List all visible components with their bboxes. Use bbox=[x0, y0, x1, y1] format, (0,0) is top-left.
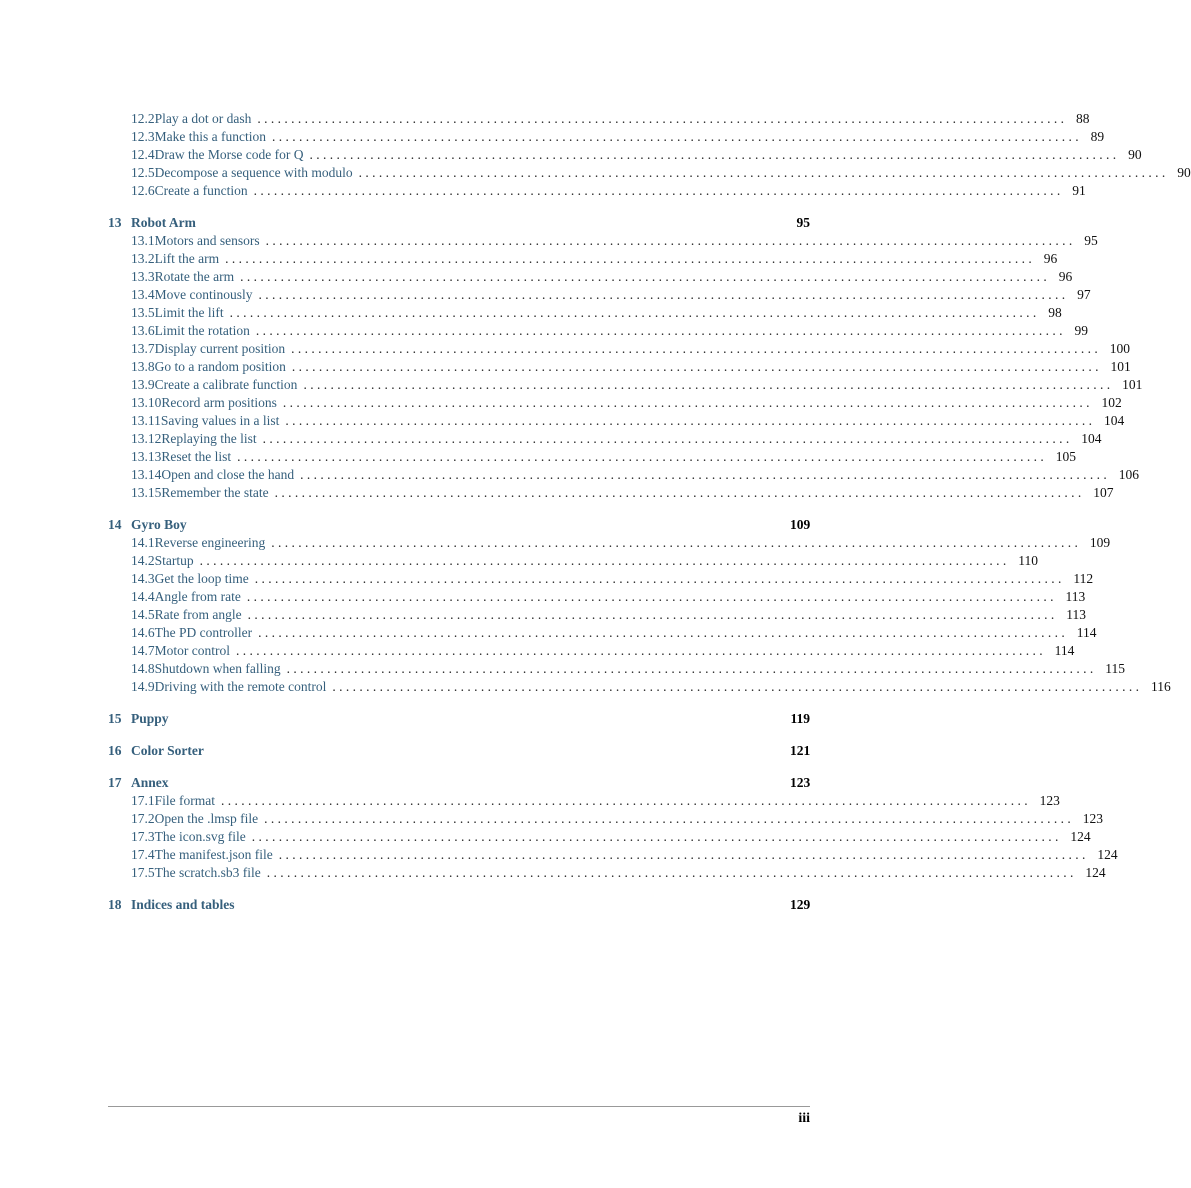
toc-entry-number: 14.8 bbox=[131, 661, 155, 676]
toc-entry-title: Move continously bbox=[154, 287, 253, 302]
dot-leader: . . . . . . . . . . . . . . . . . . . . . . . . . . . . . . . . . . . . . . . . . . . . . . . . . . . . . . . . . . . . . . . . . . . . . . . . . . . . . . . . . . . . . . . . . . . . . . . . . . . . . . . . . . . . . . . . . . . . . . . . bbox=[262, 431, 1070, 446]
toc-section-link[interactable] bbox=[108, 146, 1142, 164]
toc-entry-page: 121 bbox=[790, 743, 811, 758]
toc-section-link[interactable] bbox=[108, 792, 1060, 810]
dot-leader: . . . . . . . . . . . . . . . . . . . . . . . . . . . . . . . . . . . . . . . . . . . . . . . . . . . . . . . . . . . . . . . . . . . . . . . . . . . . . . . . . . . . . . . . . . . . . . . . . . . . . . . . . . . . . . . . . . . . . . . . bbox=[255, 323, 1063, 338]
toc-entry-page: 115 bbox=[1105, 661, 1125, 676]
toc-entry-number: 14 bbox=[108, 517, 122, 532]
toc-entry-title: Reset the list bbox=[161, 449, 232, 464]
toc-entry-number: 13.8 bbox=[131, 359, 155, 374]
toc-entry-title: Motors and sensors bbox=[154, 233, 260, 248]
toc-entry-page: 123 bbox=[1039, 793, 1060, 808]
toc-entry-page: 89 bbox=[1090, 129, 1105, 144]
dot-leader: . . . . . . . . . . . . . . . . . . . . . . . . . . . . . . . . . . . . . . . . . . . . . . . . . . . . . . . . . . . . . . . . . . . . . . . . . . . . . . . . . . . . . . . . . . . . . . . . . . . . . . . . . . . . . . . . . . . . . . . . bbox=[332, 679, 1139, 694]
toc-entry-page: 95 bbox=[1084, 233, 1098, 248]
toc-section-link[interactable] bbox=[108, 448, 1076, 466]
dot-leader: . . . . . . . . . . . . . . . . . . . . . . . . . . . . . . . . . . . . . . . . . . . . . . . . . . . . . . . . . . . . . . . . . . . . . . . . . . . . . . . . . . . . . . . . . . . . . . . . . . . . . . . . . . . . . . . . . . . . . . . . bbox=[286, 661, 1094, 676]
toc-entry-number: 12.2 bbox=[131, 111, 155, 126]
toc-entry-number: 14.3 bbox=[131, 571, 155, 586]
toc-entry-title: Driving with the remote control bbox=[154, 679, 327, 694]
toc-entry-title: Record arm positions bbox=[161, 395, 277, 410]
toc-entry-title: Decompose a sequence with modulo bbox=[154, 165, 353, 180]
toc-entry-title: Create a calibrate function bbox=[154, 377, 298, 392]
toc-entry-page: 101 bbox=[1122, 377, 1143, 392]
toc-entry-title: Color Sorter bbox=[131, 743, 204, 758]
toc-entry-title: Display current position bbox=[154, 341, 286, 356]
toc-entry-page: 124 bbox=[1085, 865, 1106, 880]
dot-leader: . . . . . . . . . . . . . . . . . . . . . . . . . . . . . . . . . . . . . . . . . . . . . . . . . . . . . . . . . . . . . . . . . . . . . . . . . . . . . . . . . . . . . . . . . . . . . . . . . . . . . . . . . . . . . . . . . . . . . . . . bbox=[291, 359, 1099, 374]
toc-entry-number: 14.6 bbox=[131, 625, 155, 640]
toc-entry-title: Shutdown when falling bbox=[154, 661, 281, 676]
toc-entry-number: 17.3 bbox=[131, 829, 155, 844]
dot-leader: . . . . . . . . . . . . . . . . . . . . . . . . . . . . . . . . . . . . . . . . . . . . . . . . . . . . . . . . . . . . . . . . . . . . . . . . . . . . . . . . . . . . . . . . . . . . . . . . . . . . . . . . . . . . . . . . . . . . . . . . bbox=[285, 413, 1092, 428]
toc-section-link[interactable] bbox=[108, 286, 1091, 304]
toc-entry-title: The PD controller bbox=[154, 625, 253, 640]
toc-section-link[interactable] bbox=[108, 534, 1111, 552]
toc-entry-page: 105 bbox=[1055, 449, 1076, 464]
dot-leader: . . . . . . . . . . . . . . . . . . . . . . . . . . . . . . . . . . . . . . . . . . . . . . . . . . . . . . . . . . . . . . . . . . . . . . . . . . . . . . . . . . . . . . . . . . . . . . . . . . . . . . . . . . . . . . . . . . . . . . . . bbox=[221, 793, 1028, 808]
toc-section-link[interactable] bbox=[108, 660, 1125, 678]
toc-section-link[interactable] bbox=[108, 810, 1103, 828]
dot-leader: . . . . . . . . . . . . . . . . . . . . . . . . . . . . . . . . . . . . . . . . . . . . . . . . . . . . . . . . . . . . . . . . . . . . . . . . . . . . . . . . . . . . . . . . . . . . . . . . . . . . . . . . . . . . . . . . . . . . . . . . bbox=[278, 847, 1086, 862]
dot-leader: . . . . . . . . . . . . . . . . . . . . . . . . . . . . . . . . . . . . . . . . . . . . . . . . . . . . . . . . . . . . . . . . . . . . . . . . . . . . . . . . . . . . . . . . . . . . . . . . . . . . . . . . . . . . . . . . . . . . . . . . bbox=[265, 233, 1073, 248]
toc-entry-number: 13.15 bbox=[131, 485, 162, 500]
toc-entry-title: Remember the state bbox=[161, 485, 269, 500]
toc-entry-page: 114 bbox=[1054, 643, 1075, 658]
toc-section-link[interactable] bbox=[108, 552, 1038, 570]
page-number: iii bbox=[798, 1111, 810, 1126]
dot-leader: . . . . . . . . . . . . . . . . . . . . . . . . . . . . . . . . . . . . . . . . . . . . . . . . . . . . . . . . . . . . . . . . . . . . . . . . . . . . . . . . . . . . . . . . . . . . . . . . . . . . . . . . . . . . . . . . . . . . . . . . bbox=[253, 183, 1061, 198]
dot-leader: . . . . . . . . . . . . . . . . . . . . . . . . . . . . . . . . . . . . . . . . . . . . . . . . . . . . . . . . . . . . . . . . . . . . . . . . . . . . . . . . . . . . . . . . . . . . . . . . . . . . . . . . . . . . . . . . . . . . . . . . bbox=[282, 395, 1090, 410]
toc-entry-title: Limit the rotation bbox=[154, 323, 250, 338]
toc-section-link[interactable] bbox=[108, 466, 1139, 484]
toc-entry-number: 13.7 bbox=[131, 341, 155, 356]
toc-section-link[interactable] bbox=[108, 164, 1191, 182]
toc-entry-page: 113 bbox=[1066, 607, 1086, 622]
dot-leader: . . . . . . . . . . . . . . . . . . . . . . . . . . . . . . . . . . . . . . . . . . . . . . . . . . . . . . . . . . . . . . . . . . . . . . . . . . . . . . . . . . . . . . . . . . . . . . . . . . . . . . . . . . . . . . . . . . . . . . . . bbox=[258, 625, 1065, 640]
toc-entry-page: 99 bbox=[1074, 323, 1088, 338]
toc-section-link[interactable] bbox=[108, 110, 1090, 128]
toc-entry-page: 129 bbox=[790, 897, 811, 912]
toc-entry-page: 109 bbox=[790, 517, 811, 532]
toc-chapter-link[interactable] bbox=[108, 774, 810, 792]
toc-entry-page: 124 bbox=[1070, 829, 1091, 844]
toc-entry-number: 13.1 bbox=[131, 233, 155, 248]
dot-leader: . . . . . . . . . . . . . . . . . . . . . . . . . . . . . . . . . . . . . . . . . . . . . . . . . . . . . . . . . . . . . . . . . . . . . . . . . . . . . . . . . . . . . . . . . . . . . . . . . . . . . . . . . . . . . . . . . . . . . . . . bbox=[247, 607, 1055, 622]
toc-entry-number: 17 bbox=[108, 775, 122, 790]
table-of-contents bbox=[108, 110, 1191, 914]
toc-entry-title: Rate from angle bbox=[154, 607, 242, 622]
toc-entry-title: Annex bbox=[131, 775, 169, 790]
toc-entry-title: Rotate the arm bbox=[154, 269, 235, 284]
dot-leader: . . . . . . . . . . . . . . . . . . . . . . . . . . . . . . . . . . . . . . . . . . . . . . . . . . . . . . . . . . . . . . . . . . . . . . . . . . . . . . . . . . . . . . . . . . . . . . . . . . . . . . . . . . . . . . . . . . . . . . . . bbox=[271, 535, 1078, 550]
toc-entry-number: 12.3 bbox=[131, 129, 155, 144]
toc-entry-page: 88 bbox=[1076, 111, 1090, 126]
toc-entry-page: 96 bbox=[1058, 269, 1073, 284]
dot-leader: . . . . . . . . . . . . . . . . . . . . . . . . . . . . . . . . . . . . . . . . . . . . . . . . . . . . . . . . . . . . . . . . . . . . . . . . . . . . . . . . . . . . . . . . . . . . . . . . . . . . . . . . . . . . . . . . . . . . . . . . bbox=[291, 341, 1098, 356]
toc-entry-page: 97 bbox=[1077, 287, 1091, 302]
toc-entry-title: Reverse engineering bbox=[154, 535, 266, 550]
toc-entry-title: Get the loop time bbox=[154, 571, 249, 586]
toc-entry-title: Saving values in a list bbox=[160, 413, 280, 428]
toc-entry-title: Gyro Boy bbox=[131, 517, 187, 532]
toc-entry-number: 18 bbox=[108, 897, 122, 912]
toc-section-link[interactable] bbox=[108, 588, 1086, 606]
toc-entry-title: Draw the Morse code for Q bbox=[154, 147, 304, 162]
toc-entry-page: 123 bbox=[790, 775, 811, 790]
toc-section-link[interactable] bbox=[108, 232, 1098, 250]
toc-entry-number: 13.3 bbox=[131, 269, 155, 284]
toc-entry-number: 13.4 bbox=[131, 287, 155, 302]
toc-entry-page: 95 bbox=[796, 215, 810, 230]
toc-entry-number: 17.2 bbox=[131, 811, 155, 826]
dot-leader: . . . . . . . . . . . . . . . . . . . . . . . . . . . . . . . . . . . . . . . . . . . . . . . . . . . . . . . . . . . . . . . . . . . . . . . . . . . . . . . . . . . . . . . . . . . . . . . . . . . . . . . . . . . . . . . . . . . . . . . . bbox=[309, 147, 1117, 162]
toc-entry-number: 17.5 bbox=[131, 865, 155, 880]
toc-entry-page: 104 bbox=[1081, 431, 1102, 446]
toc-section-link[interactable] bbox=[108, 358, 1131, 376]
dot-leader: . . . . . . . . . . . . . . . . . . . . . . . . . . . . . . . . . . . . . . . . . . . . . . . . . . . . . . . . . . . . . . . . . . . . . . . . . . . . . . . . . . . . . . . . . . . . . . . . . . . . . . . . . . . . . . . . . . . . . . . . bbox=[300, 467, 1107, 482]
dot-leader: . . . . . . . . . . . . . . . . . . . . . . . . . . . . . . . . . . . . . . . . . . . . . . . . . . . . . . . . . . . . . . . . . . . . . . . . . . . . . . . . . . . . . . . . . . . . . . . . . . . . . . . . . . . . . . . . . . . . . . . . bbox=[246, 589, 1054, 604]
dot-leader: . . . . . . . . . . . . . . . . . . . . . . . . . . . . . . . . . . . . . . . . . . . . . . . . . . . . . . . . . . . . . . . . . . . . . . . . . . . . . . . . . . . . . . . . . . . . . . . . . . . . . . . . . . . . . . . . . . . . . . . . bbox=[274, 485, 1082, 500]
toc-entry-number: 14.4 bbox=[131, 589, 155, 604]
toc-entry-title: Open the .lmsp file bbox=[154, 811, 259, 826]
toc-section-link[interactable] bbox=[108, 484, 1114, 502]
toc-entry-number: 17.1 bbox=[131, 793, 155, 808]
toc-entry-number: 13.11 bbox=[131, 413, 161, 428]
toc-entry-page: 109 bbox=[1089, 535, 1111, 550]
toc-entry-number: 13.12 bbox=[131, 431, 162, 446]
toc-entry-number: 14.2 bbox=[131, 553, 155, 568]
toc-entry-title: Robot Arm bbox=[131, 215, 196, 230]
dot-leader: . . . . . . . . . . . . . . . . . . . . . . . . . . . . . . . . . . . . . . . . . . . . . . . . . . . . . . . . . . . . . . . . . . . . . . . . . . . . . . . . . . . . . . . . . . . . . . . . . . . . . . . . . . . . . . . . . . . . . . . . bbox=[264, 811, 1071, 826]
dot-leader: . . . . . . . . . . . . . . . . . . . . . . . . . . . . . . . . . . . . . . . . . . . . . . . . . . . . . . . . . . . . . . . . . . . . . . . . . . . . . . . . . . . . . . . . . . . . . . . . . . . . . . . . . . . . . . . . . . . . . . . . bbox=[236, 643, 1043, 658]
dot-leader: . . . . . . . . . . . . . . . . . . . . . . . . . . . . . . . . . . . . . . . . . . . . . . . . . . . . . . . . . . . . . . . . . . . . . . . . . . . . . . . . . . . . . . . . . . . . . . . . . . . . . . . . . . . . . . . . . . . . . . . . bbox=[358, 165, 1166, 180]
toc-entry-page: 124 bbox=[1097, 847, 1118, 862]
toc-section-link[interactable] bbox=[108, 250, 1058, 268]
toc-chapter-link[interactable] bbox=[108, 896, 810, 914]
toc-section-link[interactable] bbox=[108, 128, 1105, 146]
toc-entry-page: 90 bbox=[1177, 165, 1191, 180]
dot-leader: . . . . . . . . . . . . . . . . . . . . . . . . . . . . . . . . . . . . . . . . . . . . . . . . . . . . . . . . . . . . . . . . . . . . . . . . . . . . . . . . . . . . . . . . . . . . . . . . . . . . . . . . . . . . . . . . . . . . . . . . bbox=[237, 449, 1044, 464]
toc-section-link[interactable] bbox=[108, 678, 1171, 696]
toc-section-link[interactable] bbox=[108, 606, 1086, 624]
toc-entry-title: Play a dot or dash bbox=[154, 111, 252, 126]
toc-entry-page: 104 bbox=[1104, 413, 1125, 428]
toc-entry-title: Startup bbox=[154, 553, 194, 568]
toc-entry-number: 17.4 bbox=[131, 847, 155, 862]
toc-entry-number: 13.14 bbox=[131, 467, 162, 482]
toc-entry-number: 14.7 bbox=[131, 643, 155, 658]
dot-leader: . . . . . . . . . . . . . . . . . . . . . . . . . . . . . . . . . . . . . . . . . . . . . . . . . . . . . . . . . . . . . . . . . . . . . . . . . . . . . . . . . . . . . . . . . . . . . . . . . . . . . . . . . . . . . . . . . . . . . . . . bbox=[199, 553, 1007, 568]
toc-entry-title: The scratch.sb3 file bbox=[154, 865, 261, 880]
toc-entry-page: 91 bbox=[1072, 183, 1086, 198]
toc-section-link[interactable] bbox=[108, 304, 1062, 322]
toc-section-link[interactable] bbox=[108, 376, 1143, 394]
toc-entry-number: 16 bbox=[108, 743, 122, 758]
toc-entry-title: Limit the lift bbox=[154, 305, 224, 320]
toc-entry-number: 12.6 bbox=[131, 183, 155, 198]
toc-entry-number: 12.5 bbox=[131, 165, 155, 180]
toc-entry-page: 101 bbox=[1110, 359, 1131, 374]
toc-entry-title: Open and close the hand bbox=[161, 467, 295, 482]
toc-section-link[interactable] bbox=[108, 394, 1122, 412]
toc-entry-page: 123 bbox=[1082, 811, 1103, 826]
toc-entry-page: 90 bbox=[1128, 147, 1142, 162]
toc-section-link[interactable] bbox=[108, 268, 1073, 286]
dot-leader: . . . . . . . . . . . . . . . . . . . . . . . . . . . . . . . . . . . . . . . . . . . . . . . . . . . . . . . . . . . . . . . . . . . . . . . . . . . . . . . . . . . . . . . . . . . . . . . . . . . . . . . . . . . . . . . . . . . . . . . . bbox=[271, 129, 1079, 144]
toc-entry-title: File format bbox=[154, 793, 215, 808]
toc-entry-page: 98 bbox=[1048, 305, 1062, 320]
toc-entry-page: 106 bbox=[1118, 467, 1139, 482]
toc-chapter-link[interactable] bbox=[108, 742, 810, 760]
dot-leader: . . . . . . . . . . . . . . . . . . . . . . . . . . . . . . . . . . . . . . . . . . . . . . . . . . . . . . . . . . . . . . . . . . . . . . . . . . . . . . . . . . . . . . . . . . . . . . . . . . . . . . . . . . . . . . . . . . . . . . . . bbox=[251, 829, 1059, 844]
toc-chapter-link[interactable] bbox=[108, 214, 810, 232]
toc-entry-title: Go to a random position bbox=[154, 359, 286, 374]
toc-entry-number: 13 bbox=[108, 215, 122, 230]
toc-entry-page: 116 bbox=[1150, 679, 1171, 694]
toc-chapter-link[interactable] bbox=[108, 710, 810, 728]
toc-entry-number: 14.1 bbox=[131, 535, 155, 550]
toc-entry-number: 13.10 bbox=[131, 395, 162, 410]
dot-leader: . . . . . . . . . . . . . . . . . . . . . . . . . . . . . . . . . . . . . . . . . . . . . . . . . . . . . . . . . . . . . . . . . . . . . . . . . . . . . . . . . . . . . . . . . . . . . . . . . . . . . . . . . . . . . . . . . . . . . . . . bbox=[258, 287, 1066, 302]
toc-entry-number: 14.5 bbox=[131, 607, 155, 622]
toc-entry-page: 119 bbox=[790, 711, 810, 726]
toc-entry-page: 110 bbox=[1018, 553, 1038, 568]
toc-section-link[interactable] bbox=[108, 570, 1094, 588]
dot-leader: . . . . . . . . . . . . . . . . . . . . . . . . . . . . . . . . . . . . . . . . . . . . . . . . . . . . . . . . . . . . . . . . . . . . . . . . . . . . . . . . . . . . . . . . . . . . . . . . . . . . . . . . . . . . . . . . . . . . . . . . bbox=[240, 269, 1047, 284]
toc-entry-page: 114 bbox=[1076, 625, 1097, 640]
toc-entry-title: Make this a function bbox=[154, 129, 266, 144]
toc-section-link[interactable] bbox=[108, 624, 1097, 642]
toc-section-link[interactable] bbox=[108, 412, 1125, 430]
toc-section-link[interactable] bbox=[108, 182, 1086, 200]
toc-section-link[interactable] bbox=[108, 846, 1118, 864]
toc-entry-number: 14.9 bbox=[131, 679, 155, 694]
toc-entry-number: 13.13 bbox=[131, 449, 162, 464]
toc-entry-title: Indices and tables bbox=[131, 897, 235, 912]
toc-entry-title: Puppy bbox=[131, 711, 169, 726]
toc-entry-title: The icon.svg file bbox=[154, 829, 246, 844]
toc-entry-number: 13.5 bbox=[131, 305, 155, 320]
toc-entry-page: 96 bbox=[1043, 251, 1058, 266]
toc-entry-number: 12.4 bbox=[131, 147, 155, 162]
toc-entry-title: Replaying the list bbox=[161, 431, 257, 446]
dot-leader: . . . . . . . . . . . . . . . . . . . . . . . . . . . . . . . . . . . . . . . . . . . . . . . . . . . . . . . . . . . . . . . . . . . . . . . . . . . . . . . . . . . . . . . . . . . . . . . . . . . . . . . . . . . . . . . . . . . . . . . . bbox=[254, 571, 1062, 586]
toc-section-link[interactable] bbox=[108, 340, 1130, 358]
toc-entry-title: The manifest.json file bbox=[154, 847, 273, 862]
toc-section-link[interactable] bbox=[108, 864, 1106, 882]
dot-leader: . . . . . . . . . . . . . . . . . . . . . . . . . . . . . . . . . . . . . . . . . . . . . . . . . . . . . . . . . . . . . . . . . . . . . . . . . . . . . . . . . . . . . . . . . . . . . . . . . . . . . . . . . . . . . . . . . . . . . . . . bbox=[257, 111, 1064, 126]
toc-entry-title: Motor control bbox=[154, 643, 230, 658]
toc-entry-page: 113 bbox=[1065, 589, 1086, 604]
toc-entry-number: 13.6 bbox=[131, 323, 155, 338]
toc-section-link[interactable] bbox=[108, 322, 1088, 340]
toc-entry-number: 15 bbox=[108, 711, 122, 726]
dot-leader: . . . . . . . . . . . . . . . . . . . . . . . . . . . . . . . . . . . . . . . . . . . . . . . . . . . . . . . . . . . . . . . . . . . . . . . . . . . . . . . . . . . . . . . . . . . . . . . . . . . . . . . . . . . . . . . . . . . . . . . . bbox=[229, 305, 1037, 320]
toc-chapter-link[interactable] bbox=[108, 516, 810, 534]
toc-entry-title: Create a function bbox=[154, 183, 248, 198]
toc-entry-page: 102 bbox=[1101, 395, 1122, 410]
dot-leader: . . . . . . . . . . . . . . . . . . . . . . . . . . . . . . . . . . . . . . . . . . . . . . . . . . . . . . . . . . . . . . . . . . . . . . . . . . . . . . . . . . . . . . . . . . . . . . . . . . . . . . . . . . . . . . . . . . . . . . . . bbox=[303, 377, 1111, 392]
toc-entry-title: Angle from rate bbox=[154, 589, 241, 604]
dot-leader: . . . . . . . . . . . . . . . . . . . . . . . . . . . . . . . . . . . . . . . . . . . . . . . . . . . . . . . . . . . . . . . . . . . . . . . . . . . . . . . . . . . . . . . . . . . . . . . . . . . . . . . . . . . . . . . . . . . . . . . . bbox=[225, 251, 1032, 266]
toc-section-link[interactable] bbox=[108, 828, 1091, 846]
dot-leader: . . . . . . . . . . . . . . . . . . . . . . . . . . . . . . . . . . . . . . . . . . . . . . . . . . . . . . . . . . . . . . . . . . . . . . . . . . . . . . . . . . . . . . . . . . . . . . . . . . . . . . . . . . . . . . . . . . . . . . . . bbox=[266, 865, 1074, 880]
toc-section-link[interactable] bbox=[108, 642, 1075, 660]
toc-entry-page: 112 bbox=[1073, 571, 1094, 586]
footer-rule bbox=[108, 1106, 810, 1107]
toc-section-link[interactable] bbox=[108, 430, 1102, 448]
toc-entry-number: 13.9 bbox=[131, 377, 155, 392]
toc-entry-page: 100 bbox=[1109, 341, 1130, 356]
toc-entry-page: 107 bbox=[1093, 485, 1114, 500]
toc-entry-number: 13.2 bbox=[131, 251, 155, 266]
toc-entry-title: Lift the arm bbox=[154, 251, 220, 266]
